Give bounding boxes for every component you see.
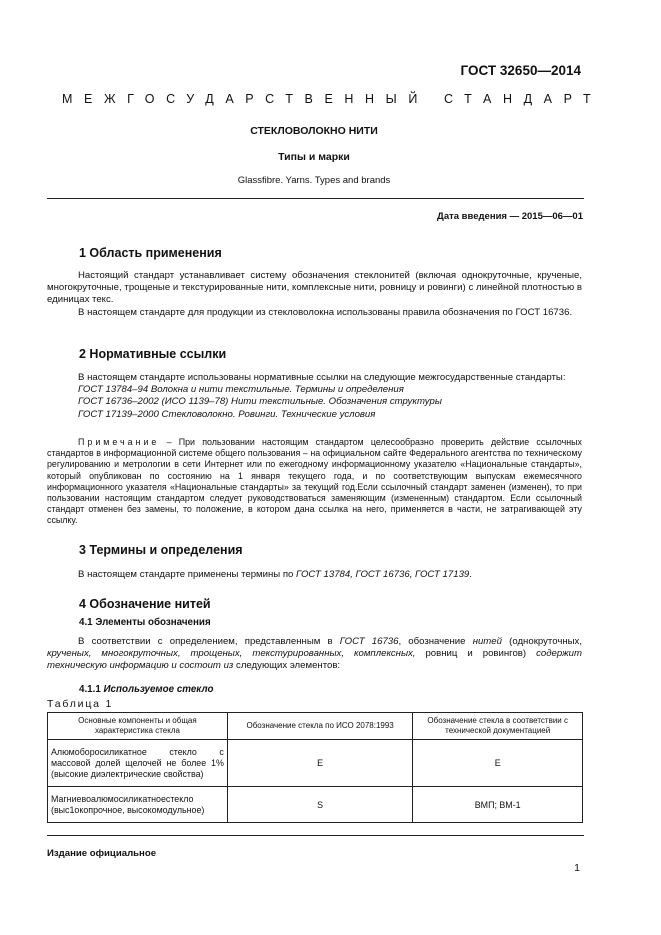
section-1-paragraph-2: В настоящем стандарте для продукции из стекловолокна использованы правила обозначения по ГОСТ 16736.: [78, 306, 573, 318]
column-header-components: Основные компоненты и общая характеристика стекла: [48, 713, 228, 740]
page-number: 1: [574, 862, 580, 874]
table-cell-name: Магниевоалюмосиликатноестекло (выс1окопрочное, высокомодульное): [48, 787, 228, 823]
table-caption: Таблица 1: [47, 698, 114, 710]
section-1-paragraph-1: Настоящий стандарт устанавливает систему обозначения стеклонитей (включая однокруточные, крученые, многокруточные, трощеные и текстурированные нити, комплексные нити, ровницу и ровинги) с линейной плотностью в единицах текс.: [47, 270, 582, 306]
official-edition-label: Издание официальное: [47, 848, 157, 859]
terms-references: ГОСТ 13784, ГОСТ 16736, ГОСТ 17139: [296, 569, 470, 580]
column-header-iso: Обозначение стекла по ИСО 2078:1993: [227, 713, 413, 740]
section-2-paragraph-1: В настоящем стандарте использованы нормативные ссылки на следующие межгосударственные стандарты:: [78, 372, 566, 383]
section-3-heading: 3 Термины и определения: [79, 543, 243, 557]
section-4-heading: 4 Обозначение нитей: [79, 597, 211, 611]
footer-divider: [47, 835, 584, 836]
header-divider: [47, 198, 584, 199]
normative-reference-1: ГОСТ 13784–94 Волокна и нити текстильные. Термины и определения: [78, 384, 404, 396]
subsection-4-1-1-heading: 4.1.1 Используемое стекло: [79, 684, 214, 695]
english-title: Glassfibre. Yarns. Types and brands: [237, 175, 391, 186]
table-cell-name: Алюмоборосиликатное стекло с массовой долей щелочей не более 1% (высокие диэлектрические свойства): [48, 740, 228, 787]
section-2-note: [47, 437, 582, 527]
glass-types-table: [47, 712, 583, 823]
document-title: СТЕКЛОВОЛОКНО НИТИ: [250, 125, 378, 137]
table-cell-iso: S: [227, 787, 413, 823]
section-4-body: В соответствии с определением, представленным в ГОСТ 16736, обозначение нитей (однокруточных, крученых, многокруточных, трощеных, текстурированных, комплексных, ровниц и ровингов) содержит техническую информацию и состоит из следующих элементов:: [47, 636, 582, 672]
normative-reference-2: ГОСТ 16736–2002 (ИСО 1139–78) Нити текстильные. Обозначения структуры: [78, 396, 442, 408]
note-text: – При пользовании настоящим стандартом целесообразно проверить действие ссылочных стандартов в информационной системе общего пользования – на официальном сайте Федерального агентства по техническому регулированию и метрологии в сети Интернет или по ежегодному информационному указателю «Национальные стандарты», который опубликован по состоянию на 1 января текущего года, и по соответствующим выпускам ежемесячного информационного указателя «Национальные стандарты» за текущий год.Если ссылочный стандарт заменен (изменен), то при пользовании настоящим стандартом следует руководствоваться заменяющим (измененным) стандартом. Если ссылочный стандарт отменен без замены, то положение, в котором дана ссылка на него, применяется в части, не затрагивающей эту ссылку.: [47, 437, 582, 526]
table-header-row: [48, 713, 583, 740]
intro-date: Дата введения — 2015—06—01: [437, 211, 583, 222]
table-row: [48, 787, 583, 823]
document-code: ГОСТ 32650—2014: [460, 63, 581, 78]
section-1-body: [47, 270, 582, 319]
normative-reference-3: ГОСТ 17139–2000 Стекловолокно. Ровинги. Технические условия: [78, 408, 376, 420]
section-2-heading: 2 Нормативные ссылки: [79, 347, 227, 361]
table-cell-iso: E: [227, 740, 413, 787]
table-cell-tech: E: [413, 740, 583, 787]
column-header-tech-doc: Обозначение стекла в соответствии с технической документацией: [413, 713, 583, 740]
table-cell-tech: ВМП; ВМ-1: [413, 787, 583, 823]
section-1-heading: 1 Область применения: [79, 246, 222, 260]
note-label: Примечание: [78, 437, 160, 447]
document-subtitle: Типы и марки: [278, 151, 350, 163]
subsection-4-1-heading: 4.1 Элементы обозначения: [79, 617, 211, 628]
section-2-body: [47, 372, 582, 421]
interstate-standard-banner: МЕЖГОСУДАРСТВЕННЫЙ СТАНДАРТ: [62, 92, 603, 106]
section-3-body: В настоящем стандарте применены термины по ГОСТ 13784, ГОСТ 16736, ГОСТ 17139.: [78, 569, 472, 580]
table-row: [48, 740, 583, 787]
